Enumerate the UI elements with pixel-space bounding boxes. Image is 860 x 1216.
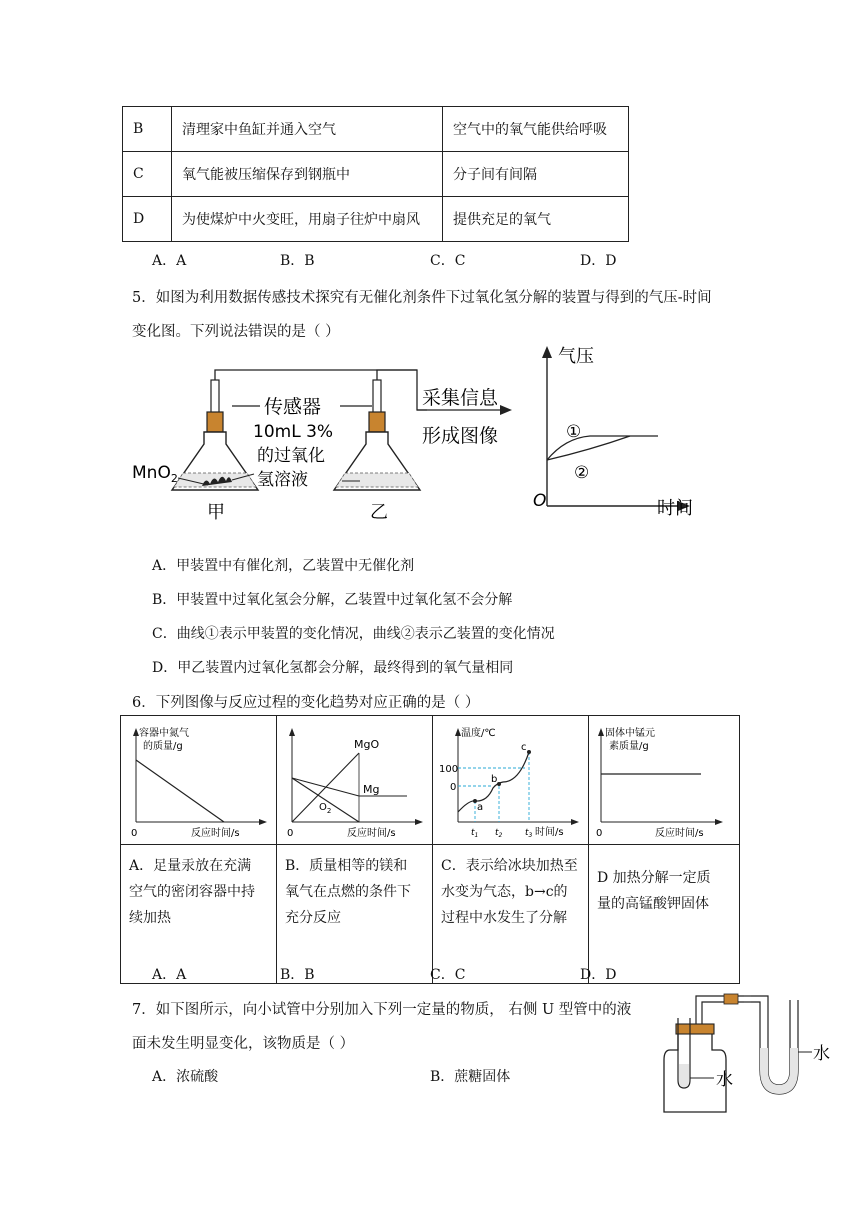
o2-line: [292, 778, 359, 822]
row-action: 清理家中鱼缸并通入空气: [172, 107, 443, 152]
q6-graph-c: [433, 716, 586, 840]
solution-label-line1: 10mL 3%: [253, 422, 334, 442]
q4-option-a[interactable]: A．A: [152, 253, 187, 269]
q6-text-b: B．质量相等的镁和 氧气在点燃的条件下 充分反应: [277, 845, 433, 984]
graph-a-origin: 0: [131, 828, 138, 839]
graph-d-ylabel2: 素质量/g: [609, 741, 649, 752]
pressure-time-graph: [533, 346, 693, 519]
row-action: 氧气能被压缩保存到钢瓶中: [172, 152, 443, 197]
q7-apparatus-figure: [656, 990, 846, 1115]
q6-option-d[interactable]: D．D: [580, 967, 617, 983]
q5-option-d[interactable]: D．甲乙装置内过氧化氢都会分解，最终得到的氧气量相同: [152, 660, 514, 676]
graph-b-origin: 0: [287, 828, 294, 839]
q5-option-b[interactable]: B．甲装置中过氧化氢会分解，乙装置中过氧化氢不会分解: [152, 592, 513, 608]
origin-label: O: [533, 491, 547, 511]
table-row: [123, 197, 629, 242]
point-c-label: c: [521, 742, 527, 753]
q6-option-b[interactable]: B．B: [280, 967, 315, 983]
curve-2-label: ②: [574, 463, 590, 483]
q7-stem-line2: 面未发生明显变化，该物质是（ ）: [132, 1036, 355, 1052]
table-row: [123, 152, 629, 197]
q6-text-d: D 加热分解一定质 量的高锰酸钾固体: [589, 845, 740, 984]
graph-b-xlabel: 反应时间/s: [347, 828, 396, 839]
row-letter: C: [123, 152, 172, 197]
q6-graph-b-cell: [277, 716, 433, 845]
flask-yi: [334, 380, 420, 490]
q6-graph-d-cell: [589, 716, 740, 845]
water-u-label: 水: [813, 1044, 830, 1064]
graph-d-ylabel1: 固体中锰元: [605, 728, 655, 739]
t1-label: $t_1$: [471, 828, 479, 839]
water-tube-label: 水: [716, 1070, 733, 1090]
row-action: 为使煤炉中火变旺，用扇子往炉中扇风: [172, 197, 443, 242]
row-letter: B: [123, 107, 172, 152]
q4-table: [122, 106, 629, 242]
sensor-label: 传感器: [264, 396, 322, 418]
nitrogen-line: [136, 760, 224, 822]
collect-label-line1: 采集信息: [422, 387, 499, 409]
q7-stem-line1: 7．如下图所示，向小试管中分别加入下列一定量的物质， 右侧 U 型管中的液: [132, 1002, 632, 1018]
y-axis-arrow: [542, 346, 552, 358]
rubber-connector: [724, 994, 738, 1004]
point-b-label: b: [491, 774, 498, 785]
mg-line: [292, 778, 359, 796]
q5-apparatus-figure: [120, 340, 720, 530]
graph-a-xlabel: 反应时间/s: [191, 828, 240, 839]
collect-label-line2: 形成图像: [422, 425, 499, 447]
q6-graph-c-cell: [433, 716, 589, 845]
o2-label: $O_2$: [319, 802, 332, 815]
solution-label-line3: 氢溶液: [257, 470, 308, 490]
sensor-wire-right: [377, 370, 427, 413]
q6-text-c: C．表示给冰块加热至 水变为气态，b→c的 过程中水发生了分解: [433, 845, 589, 984]
q5-option-c[interactable]: C．曲线①表示甲装置的变化情况，曲线②表示乙装置的变化情况: [152, 626, 555, 642]
q6-graph-b: [277, 716, 430, 840]
mg-label: Mg: [363, 783, 380, 796]
q4-option-c[interactable]: C．C: [430, 253, 466, 269]
row-letter: D: [123, 197, 172, 242]
q5-stem-line1: 5．如图为利用数据传感技术探究有无催化剂条件下过氧化氢分解的装置与得到的气压-时间: [132, 290, 712, 306]
q6-option-a[interactable]: A．A: [152, 967, 187, 983]
q7-option-a[interactable]: A．浓硫酸: [152, 1069, 219, 1085]
q5-stem-line2: 变化图。下列说法错误的是（ ）: [132, 324, 340, 340]
q6-stem: 6．下列图像与反应过程的变化趋势对应正确的是（ ）: [132, 695, 480, 711]
curve-1-label: ①: [566, 422, 582, 442]
q6-text-a: A．足量汞放在充满 空气的密闭容器中持 续加热: [121, 845, 277, 984]
table-row: [123, 107, 629, 152]
t2-label: $t_2$: [495, 828, 503, 839]
graph-a-ylabel1: 容器中氮气: [139, 728, 189, 739]
graph-d-origin: 0: [596, 828, 603, 839]
stopper: [676, 1024, 714, 1034]
t3-label: $t_3$: [525, 828, 533, 839]
q6-graph-a: [121, 716, 274, 840]
q6-graph-d: [589, 716, 729, 840]
flask-jia-label: 甲: [207, 502, 225, 523]
mno2-label: MnO$_2$: [132, 463, 178, 485]
mgo-label: MgO: [354, 738, 380, 751]
flask-jia: [172, 380, 258, 490]
u-tube: [751, 996, 790, 1085]
graph-c-tick100: 100: [439, 764, 459, 775]
graph-c-xlabel: 时间/s: [535, 827, 564, 838]
q6-table: [120, 715, 740, 984]
q4-option-d[interactable]: D．D: [580, 253, 617, 269]
q6-option-c[interactable]: C．C: [430, 967, 466, 983]
row-reason: 提供充足的氧气: [443, 197, 629, 242]
graph-a-ylabel2: 的质量/g: [143, 741, 183, 752]
graph-c-ylabel: 温度/℃: [461, 728, 496, 739]
point-a-label: a: [477, 802, 484, 813]
q6-graph-a-cell: [121, 716, 277, 845]
row-reason: 分子间有间隔: [443, 152, 629, 197]
q5-option-a[interactable]: A．甲装置中有催化剂，乙装置中无催化剂: [152, 558, 415, 574]
row-reason: 空气中的氧气能供给呼吸: [443, 107, 629, 152]
y-axis-label: 气压: [558, 346, 594, 367]
flask-yi-label: 乙: [370, 502, 388, 523]
q4-option-b[interactable]: B．B: [280, 253, 315, 269]
x-axis-label: 时间: [657, 498, 693, 519]
graph-d-xlabel: 反应时间/s: [655, 828, 704, 839]
solution-label-line2: 的过氧化: [257, 446, 325, 466]
arrow-head: [500, 405, 512, 415]
q7-option-b[interactable]: B．蔗糖固体: [430, 1069, 511, 1085]
graph-c-tick0: 0: [450, 782, 457, 793]
